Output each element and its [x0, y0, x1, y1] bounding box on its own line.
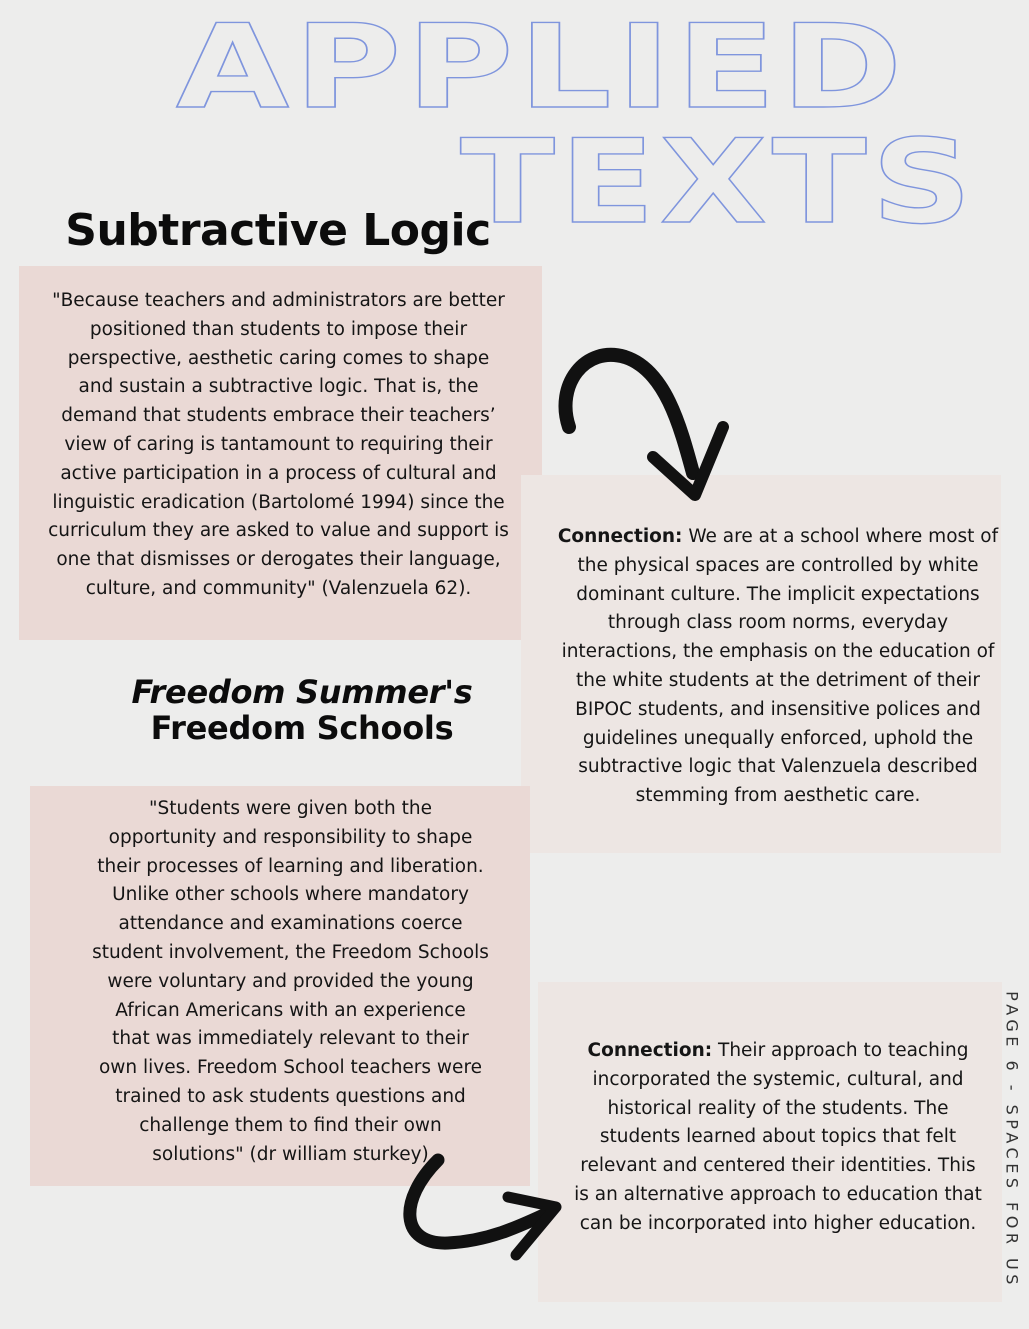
subtractive-logic-heading: Subtractive Logic [65, 205, 491, 256]
sturkey-quote: "Students were given both the opportunity and responsibility to shape their processes of learning and liberation. Unlike other schools where mandatory attendance and examinations coerce student involvement, the Freedom Schools were voluntary and provided the young African Americans with an experience that was immediately relevant to their own lives. Freedom School teachers were trained to ask students questions and challenge them to find their own solutions" (dr william sturkey) [92, 798, 489, 1165]
connection-paragraph-1 [552, 523, 1004, 811]
freedom-schools-heading [100, 674, 504, 746]
page-footer-label: PAGE 6 - SPACES FOR US [1002, 991, 1022, 1289]
connection-label-1: Connection: [557, 526, 683, 547]
valenzuela-quote: "Because teachers and administrators are better positioned than students to impose their perspective, aesthetic caring comes to shape and sustain a subtractive logic. That is, the demand that students embrace their teachers’ view of caring is tantamount to requiring their active participation in a process of cultural and linguistic eradication (Bartolomé 1994) since the curriculum they are asked to value and support is one that dismisses or derogates their language, culture, and community" (Valenzuela 62). [48, 290, 509, 599]
hook-arrow-right-icon [398, 1155, 578, 1275]
curved-arrow-down-icon [555, 345, 755, 525]
freedom-schools-heading-line: Freedom Schools [150, 709, 454, 747]
connection-text-2: Their approach to teaching incorporated the systemic, cultural, and historical reality of the students. The students learned about topics that felt relevant and centered their identities. This is an alternative approach to education that can be incorporated into higher education. [574, 1040, 982, 1234]
banner-title-texts: TEXTS [460, 115, 977, 250]
connection-paragraph-2 [560, 1037, 996, 1239]
connection-label-2: Connection: [587, 1040, 713, 1061]
freedom-summer-heading-line: Freedom Summer's [131, 673, 473, 711]
connection-text-1: We are at a school where most of the physical spaces are controlled by white dominant culture. The implicit expectations through class room norms, everyday interactions, the emphasis on the education of the white students at the detriment of their BIPOC students, and insensitive polices and guidelines unequally enforced, uphold the subtractive logic that Valenzuela described stemming from aesthetic care. [561, 526, 999, 807]
banner-title-applied: APPLIED [176, 0, 908, 135]
